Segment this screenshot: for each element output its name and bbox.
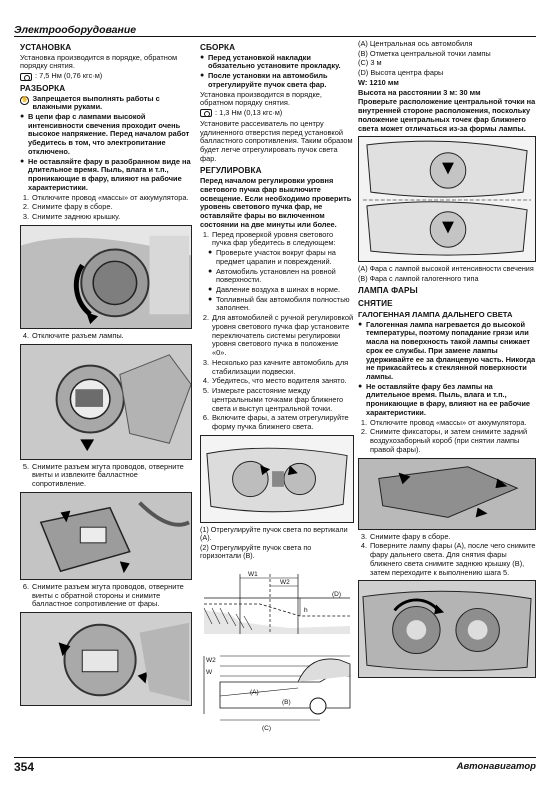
legend-b: (B) Отметка центральной точки лампы: [358, 48, 491, 58]
halogen-bullet-2: ● Не оставляйте фару без лампы на длительное время. Пыль, влага и т.п., проникающие в фару, влияют на ее рабочие характеристики.: [358, 383, 536, 418]
check-item: ● Давление воздуха в шинах в норме.: [208, 286, 354, 295]
column-2: [200, 40, 354, 737]
warning-text: Запрещается выполнять работы с влажными руками.: [32, 93, 160, 112]
label-a: (A): [250, 688, 259, 696]
photo-caption-b: (B) Фара с лампой галогенного типа: [358, 273, 479, 283]
warning-gloves: [20, 95, 192, 112]
assembly-bullets: [200, 54, 354, 90]
bullet-dust: ● Не оставляйте фару в разобранном виде на длительное время. Пыль, влага и т.п., проникающие в фару, влияют на рабочие характеристики.: [20, 158, 192, 193]
torque-value: : 1,3 Нм (0,13 кгс·м): [215, 108, 283, 118]
fig-caption-2: (2) Отрегулируйте пучок света по горизонтали (B).: [200, 542, 312, 561]
lamp-step-4: 4. Поверните лампу фары (A), после чего снимите фару дальнего света. Для снятия фары ближнего света снимите заднюю крышку (B), затем переходите к выполнению шага 5.: [360, 541, 536, 577]
assembly-title: СБОРКА: [200, 43, 236, 52]
adjust-step-2: 2. Для автомобилей с ручной регулировкой уровня светового пучка фар установите переключатель системы регулировки уровня светового пучка в положение «0».: [202, 313, 354, 358]
headlamp-types-drawing: [358, 136, 536, 262]
install-torque: [20, 72, 192, 81]
bullet-hv: ● В цепи фар с лампами высокой интенсивности свечения проходит очень высокое напряжение. Перед началом работ убедитесь в том, что электропитание отключено.: [20, 113, 192, 157]
gloves-icon: ✋: [21, 96, 29, 103]
adjust-step-5: 5. Измерьте расстояние между центральными точками фар ближнего света и выступ центральной точки.: [202, 386, 344, 413]
label-b: (B): [282, 698, 291, 706]
photo-rear-cover: [20, 225, 192, 329]
adjust-checks: [208, 249, 354, 313]
adjust-intro: Перед началом регулировки уровня светового пучка фар выключите освещение. Если необходимо проверить уровень светового пучка фар, не оставляйте фары во включенном состоянии на две минуты или более.: [200, 176, 352, 229]
halogen-bullets: [358, 321, 536, 418]
steps-list: [20, 194, 192, 222]
column-1: [20, 40, 192, 709]
halogen-title: ГАЛОГЕННАЯ ЛАМПА ДАЛЬНЕГО СВЕТА: [358, 309, 513, 319]
step-3: 3. Снимите заднюю крышку.: [22, 212, 121, 222]
photo-ballast: [20, 492, 192, 580]
adjust-step-4: 4. Убедитесь, что место водителя занято.: [202, 376, 347, 386]
check-item: ● Топливный бак автомобиля полностью заполнен.: [208, 296, 354, 313]
adjust-step-6: 6. Включите фары, а затем отрегулируйте форму пучка ближнего света.: [202, 413, 349, 431]
adjust-title: РЕГУЛИРОВКА: [200, 166, 262, 176]
page-footer: [14, 757, 536, 773]
removal-title: СНЯТИЕ: [358, 298, 393, 308]
headlamp-adjust-drawing: [200, 435, 354, 523]
check-item: ● Проверьте участок вокруг фары на предмет царапин и повреждений.: [208, 249, 354, 266]
label-w2-lower: W2: [206, 656, 216, 664]
label-h: h: [304, 606, 308, 614]
label-w2: W2: [280, 578, 290, 586]
step-4: 4. Отключите разъем лампы.: [22, 330, 124, 340]
assembly-text-2: Установите рассеиватель по центру удлиненного отверстия перед установкой балластного сопротивления. Таким образом будет легче отрегулировать пучок света фар.: [200, 118, 353, 163]
legend-d: (D) Высота центра фары: [358, 68, 444, 78]
fig-caption-1: (1) Отрегулируйте пучок света по вертикали (A).: [200, 524, 348, 543]
page-header: [14, 24, 536, 37]
adjust-steps: [200, 314, 354, 432]
section-title: Электрооборудование: [14, 24, 137, 36]
label-d: (D): [332, 590, 342, 598]
step-6: 6. Снимите разъем жгута проводов, отверните винты с обратной стороны и снимите балластное сопротивление от фары.: [22, 581, 184, 609]
step-2: 2. Снимите фару в сборе.: [22, 202, 113, 212]
lamp-step-2: 2. Снимите фиксаторы, и затем снимите задний воздухозаборный короб (при снятии лампы правой фары).: [360, 427, 528, 454]
photo-ballast-removal: [20, 612, 192, 706]
beam-diagram: [200, 564, 354, 734]
assembly-bullet-1: ● Перед установкой накладки обязательно установите прокладку.: [200, 54, 354, 71]
adjust-step-3: 3. Несколько раз качните автомобиль для стабилизации подвески.: [202, 357, 349, 376]
photo-caption-a: (A) Фара с лампой высокой интенсивности свечения: [358, 264, 534, 274]
height-value: Высота на расстоянии 3 м: 30 мм: [358, 87, 481, 97]
label-w-lower: W: [206, 668, 213, 676]
publisher-brand: Автонавигатор: [456, 761, 536, 772]
photo-lamp-removal: [358, 580, 536, 678]
halogen-bullet-1: ● Галогенная лампа нагревается до высокой температуры, поэтому попадание грязи или масла на поверхность такой лампы снижает срок ее службы. При замене лампы удерживайте ее за фланцевую часть. Никогда не прикасайтесь к стеклянной поверхности лампы.: [358, 321, 536, 382]
legend-a: (A) Центральная ось автомобиля: [358, 39, 473, 48]
photo-air-duct: [358, 458, 536, 530]
check-item: ● Автомобиль установлен на ровной поверхности.: [208, 268, 354, 285]
check-text: Проверьте расположение центральной точки на внутренней стороне расположения, поскольку положение центральных точек фар ближнего света может отличаться из-за формы лампы.: [358, 97, 536, 133]
legend-c: (C) 3 м: [358, 58, 382, 68]
column-3: [358, 40, 536, 681]
adjust-step-1: 1. Перед проверкой уровня светового пучка фар убедитесь в следующем:: [202, 229, 336, 248]
torque-value: : 7,5 Нм (0,76 кгс·м): [35, 71, 103, 81]
lamp-step-3: 3. Снимите фару в сборе.: [360, 531, 451, 541]
torque-wrench-icon: [200, 109, 212, 117]
step-1: 1. Отключите провод «массы» от аккумулятора.: [22, 192, 189, 202]
assembly-text: Установка производится в порядке, обратном порядку снятия.: [200, 89, 322, 108]
label-w1: W1: [248, 570, 258, 578]
warning-list: [20, 113, 192, 193]
photo-lamp-connector: [20, 344, 192, 460]
install-text: Установка производится в порядке, обратном порядку снятия.: [20, 52, 178, 71]
install-title: УСТАНОВКА: [20, 43, 72, 52]
page-number: 354: [14, 760, 35, 774]
torque-wrench-icon: [20, 73, 32, 81]
step-5: 5. Снимите разъем жгута проводов, отверните винты и извлеките балластное сопротивление.: [22, 461, 184, 489]
assembly-bullet-2: ● После установки на автомобиль отрегулируйте пучок света фар.: [200, 72, 354, 89]
lamp-title: ЛАМПА ФАРЫ: [358, 286, 418, 296]
lamp-steps: [358, 419, 536, 455]
lamp-step-1: 1. Отключите провод «массы» от аккумулятора.: [360, 417, 527, 427]
w-value: W: 1210 мм: [358, 77, 399, 87]
disassembly-title: РАЗБОРКА: [20, 83, 66, 93]
label-c: (C): [262, 724, 272, 732]
assembly-torque: [200, 109, 354, 118]
